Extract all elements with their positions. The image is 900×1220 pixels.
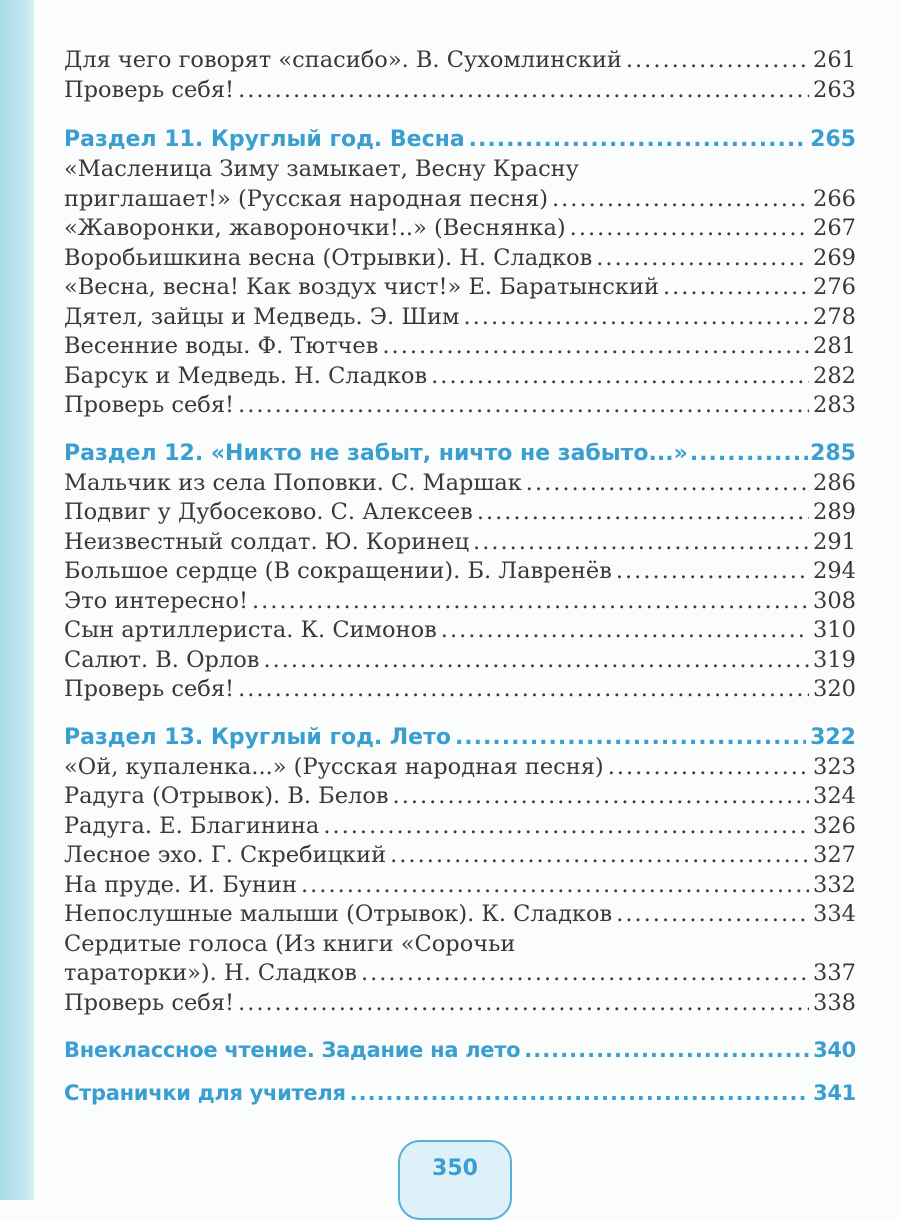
entry-page: 263 (813, 76, 856, 103)
decorative-side-strip (0, 0, 34, 1200)
toc-entry[interactable] (64, 362, 856, 392)
entry-title: «Масленица Зиму замыкает, Весну Красну (64, 156, 579, 182)
dot-leader (473, 528, 809, 558)
dot-leader (464, 303, 810, 333)
toc-entry[interactable] (64, 989, 856, 1019)
entry-title: Непослушные малыши (Отрывок). К. Сладков (64, 901, 613, 927)
entry-page: 291 (813, 528, 856, 555)
toc-entry[interactable] (64, 871, 856, 901)
toc-entry[interactable] (64, 753, 856, 783)
section-heading-13[interactable] (64, 722, 856, 753)
entry-title: Весенние воды. Ф. Тютчев (64, 333, 379, 359)
dot-leader (431, 362, 809, 392)
toc-entry[interactable] (64, 900, 856, 930)
teacher-pages-heading[interactable] (64, 1078, 856, 1109)
toc-entry[interactable] (64, 557, 856, 587)
toc-entry[interactable] (64, 498, 856, 528)
entry-title: Подвиг у Дубосеково. С. Алексеев (64, 499, 473, 525)
dot-leader (252, 587, 809, 617)
toc-entry[interactable] (64, 273, 856, 303)
entry-title: Сердитые голоса (Из книги «Сорочьи (64, 930, 516, 957)
toc-entry[interactable] (64, 528, 856, 558)
entry-page: 320 (813, 676, 856, 702)
entry-title: «Весна, весна! Как воздух чист!» Е. Баратынский (64, 274, 659, 300)
entry-title: Сын артиллериста. К. Симонов (64, 617, 437, 643)
entry-title: «Ой, купаленка...» (Русская народная песня) (64, 753, 604, 780)
page-number: 350 (432, 1156, 478, 1181)
entry-page: 327 (813, 842, 856, 868)
entry-title: «Жаворонки, жавороночки!..» (Веснянка) (64, 215, 566, 241)
toc-entry[interactable] (64, 782, 856, 812)
entry-page: 319 (813, 646, 856, 673)
dot-leader (238, 391, 809, 421)
entry-title: Радуга. Е. Благинина (64, 812, 320, 839)
section-heading-11[interactable] (64, 124, 856, 155)
entry-page: 261 (813, 47, 856, 73)
section-title: Раздел 11. Круглый год. Весна (64, 127, 465, 152)
dot-leader (608, 753, 809, 783)
entry-page: 278 (813, 303, 856, 330)
toc-entry[interactable] (64, 587, 856, 617)
section-title: Раздел 12. «Никто не забыт, ничто не забыто...» (64, 440, 688, 466)
toc-entry[interactable] (64, 841, 856, 871)
toc-entry[interactable] (64, 391, 856, 421)
dot-leader (526, 469, 809, 499)
entry-title: Салют. В. Орлов (64, 646, 260, 673)
toc-entry[interactable] (64, 185, 856, 215)
dot-leader (469, 124, 806, 155)
entry-page: 332 (813, 871, 856, 898)
entry-page: 266 (813, 185, 856, 212)
toc-entry[interactable] (64, 303, 856, 333)
section-title: Раздел 13. Круглый год. Лето (64, 724, 451, 750)
entry-title: Дятел, зайцы и Медведь. Э. Шим (64, 303, 460, 330)
entry-title-continuation: тараторки»). Н. Сладков (64, 960, 357, 986)
dot-leader (382, 332, 809, 362)
dot-leader (238, 76, 809, 106)
dot-leader (393, 782, 810, 812)
entry-title: Лесное эхо. Г. Скребицкий (64, 842, 387, 868)
section-page: 341 (813, 1081, 856, 1105)
dot-leader (596, 244, 809, 274)
section-page: 265 (810, 127, 856, 152)
toc-entry[interactable] (64, 646, 856, 676)
entry-page: 267 (813, 215, 856, 241)
table-of-contents (64, 46, 856, 1109)
dot-leader (238, 675, 809, 705)
entry-title: Неизвестный солдат. Ю. Коринец (64, 528, 470, 555)
extra-reading-heading[interactable] (64, 1035, 856, 1066)
section-title: Странички для учителя (64, 1081, 346, 1105)
entry-page: 338 (813, 989, 856, 1016)
toc-entry[interactable] (64, 812, 856, 842)
entry-title: Воробьишкина весна (Отрывки). Н. Сладков (64, 244, 593, 271)
entry-title: Большое сердце (В сокращении). Б. Лавренёв (64, 558, 612, 584)
entry-page: 269 (813, 244, 856, 271)
entry-page: 286 (813, 469, 856, 496)
dot-leader (350, 1078, 809, 1109)
toc-entry[interactable] (64, 616, 856, 646)
dot-leader (626, 46, 809, 76)
toc-entry[interactable] (64, 332, 856, 362)
entry-title: Для чего говорят «спасибо». В. Сухомлинский (64, 47, 622, 73)
entry-page: 337 (813, 960, 856, 986)
section-page: 285 (810, 440, 856, 466)
dot-leader (552, 185, 809, 215)
dot-leader (663, 273, 809, 303)
entry-title: На пруде. И. Бунин (64, 871, 297, 898)
dot-leader (570, 214, 809, 244)
entry-page: 282 (813, 362, 856, 389)
entry-page: 289 (813, 499, 856, 525)
dot-leader (301, 871, 809, 901)
entry-title-continuation: приглашает!» (Русская народная песня) (64, 185, 548, 212)
dot-leader (323, 812, 809, 842)
entry-page: 294 (813, 558, 856, 584)
toc-entry[interactable] (64, 959, 856, 989)
dot-leader (616, 900, 809, 930)
entry-page: 324 (813, 783, 856, 809)
entry-title: Это интересно! (64, 587, 249, 614)
toc-entry-line1[interactable] (64, 930, 856, 960)
dot-leader (455, 722, 806, 753)
toc-entry[interactable] (64, 214, 856, 244)
toc-entry-line1[interactable] (64, 155, 856, 185)
entry-title: Радуга (Отрывок). В. Белов (64, 783, 389, 809)
entry-page: 281 (813, 333, 856, 359)
entry-title: Проверь себя! (64, 676, 235, 702)
dot-leader (263, 646, 809, 676)
page-number-badge (398, 1140, 512, 1220)
dot-leader (390, 841, 809, 871)
toc-entry[interactable] (64, 76, 856, 106)
entry-title: Мальчик из села Поповки. С. Маршак (64, 469, 522, 496)
section-heading-12[interactable] (64, 438, 856, 469)
toc-entry[interactable] (64, 675, 856, 705)
entry-page: 283 (813, 392, 856, 418)
dot-leader (361, 959, 809, 989)
toc-entry[interactable] (64, 469, 856, 499)
dot-leader (690, 438, 808, 469)
section-page: 322 (810, 724, 856, 750)
entry-page: 326 (813, 812, 856, 839)
section-title: Внеклассное чтение. Задание на лето (64, 1038, 521, 1062)
entry-title: Проверь себя! (64, 392, 235, 418)
entry-page: 310 (813, 617, 856, 643)
toc-entry[interactable] (64, 244, 856, 274)
toc-entry[interactable] (64, 46, 856, 76)
entry-title: Проверь себя! (64, 76, 235, 103)
dot-leader (477, 498, 809, 528)
dot-leader (524, 1035, 809, 1066)
section-page: 340 (813, 1038, 856, 1062)
entry-title: Проверь себя! (64, 989, 235, 1016)
entry-page: 276 (813, 274, 856, 300)
entry-page: 323 (813, 753, 856, 780)
entry-page: 334 (813, 901, 856, 927)
entry-title: Барсук и Медведь. Н. Сладков (64, 362, 428, 389)
dot-leader (616, 557, 809, 587)
entry-page: 308 (813, 587, 856, 614)
dot-leader (238, 989, 809, 1019)
dot-leader (441, 616, 809, 646)
